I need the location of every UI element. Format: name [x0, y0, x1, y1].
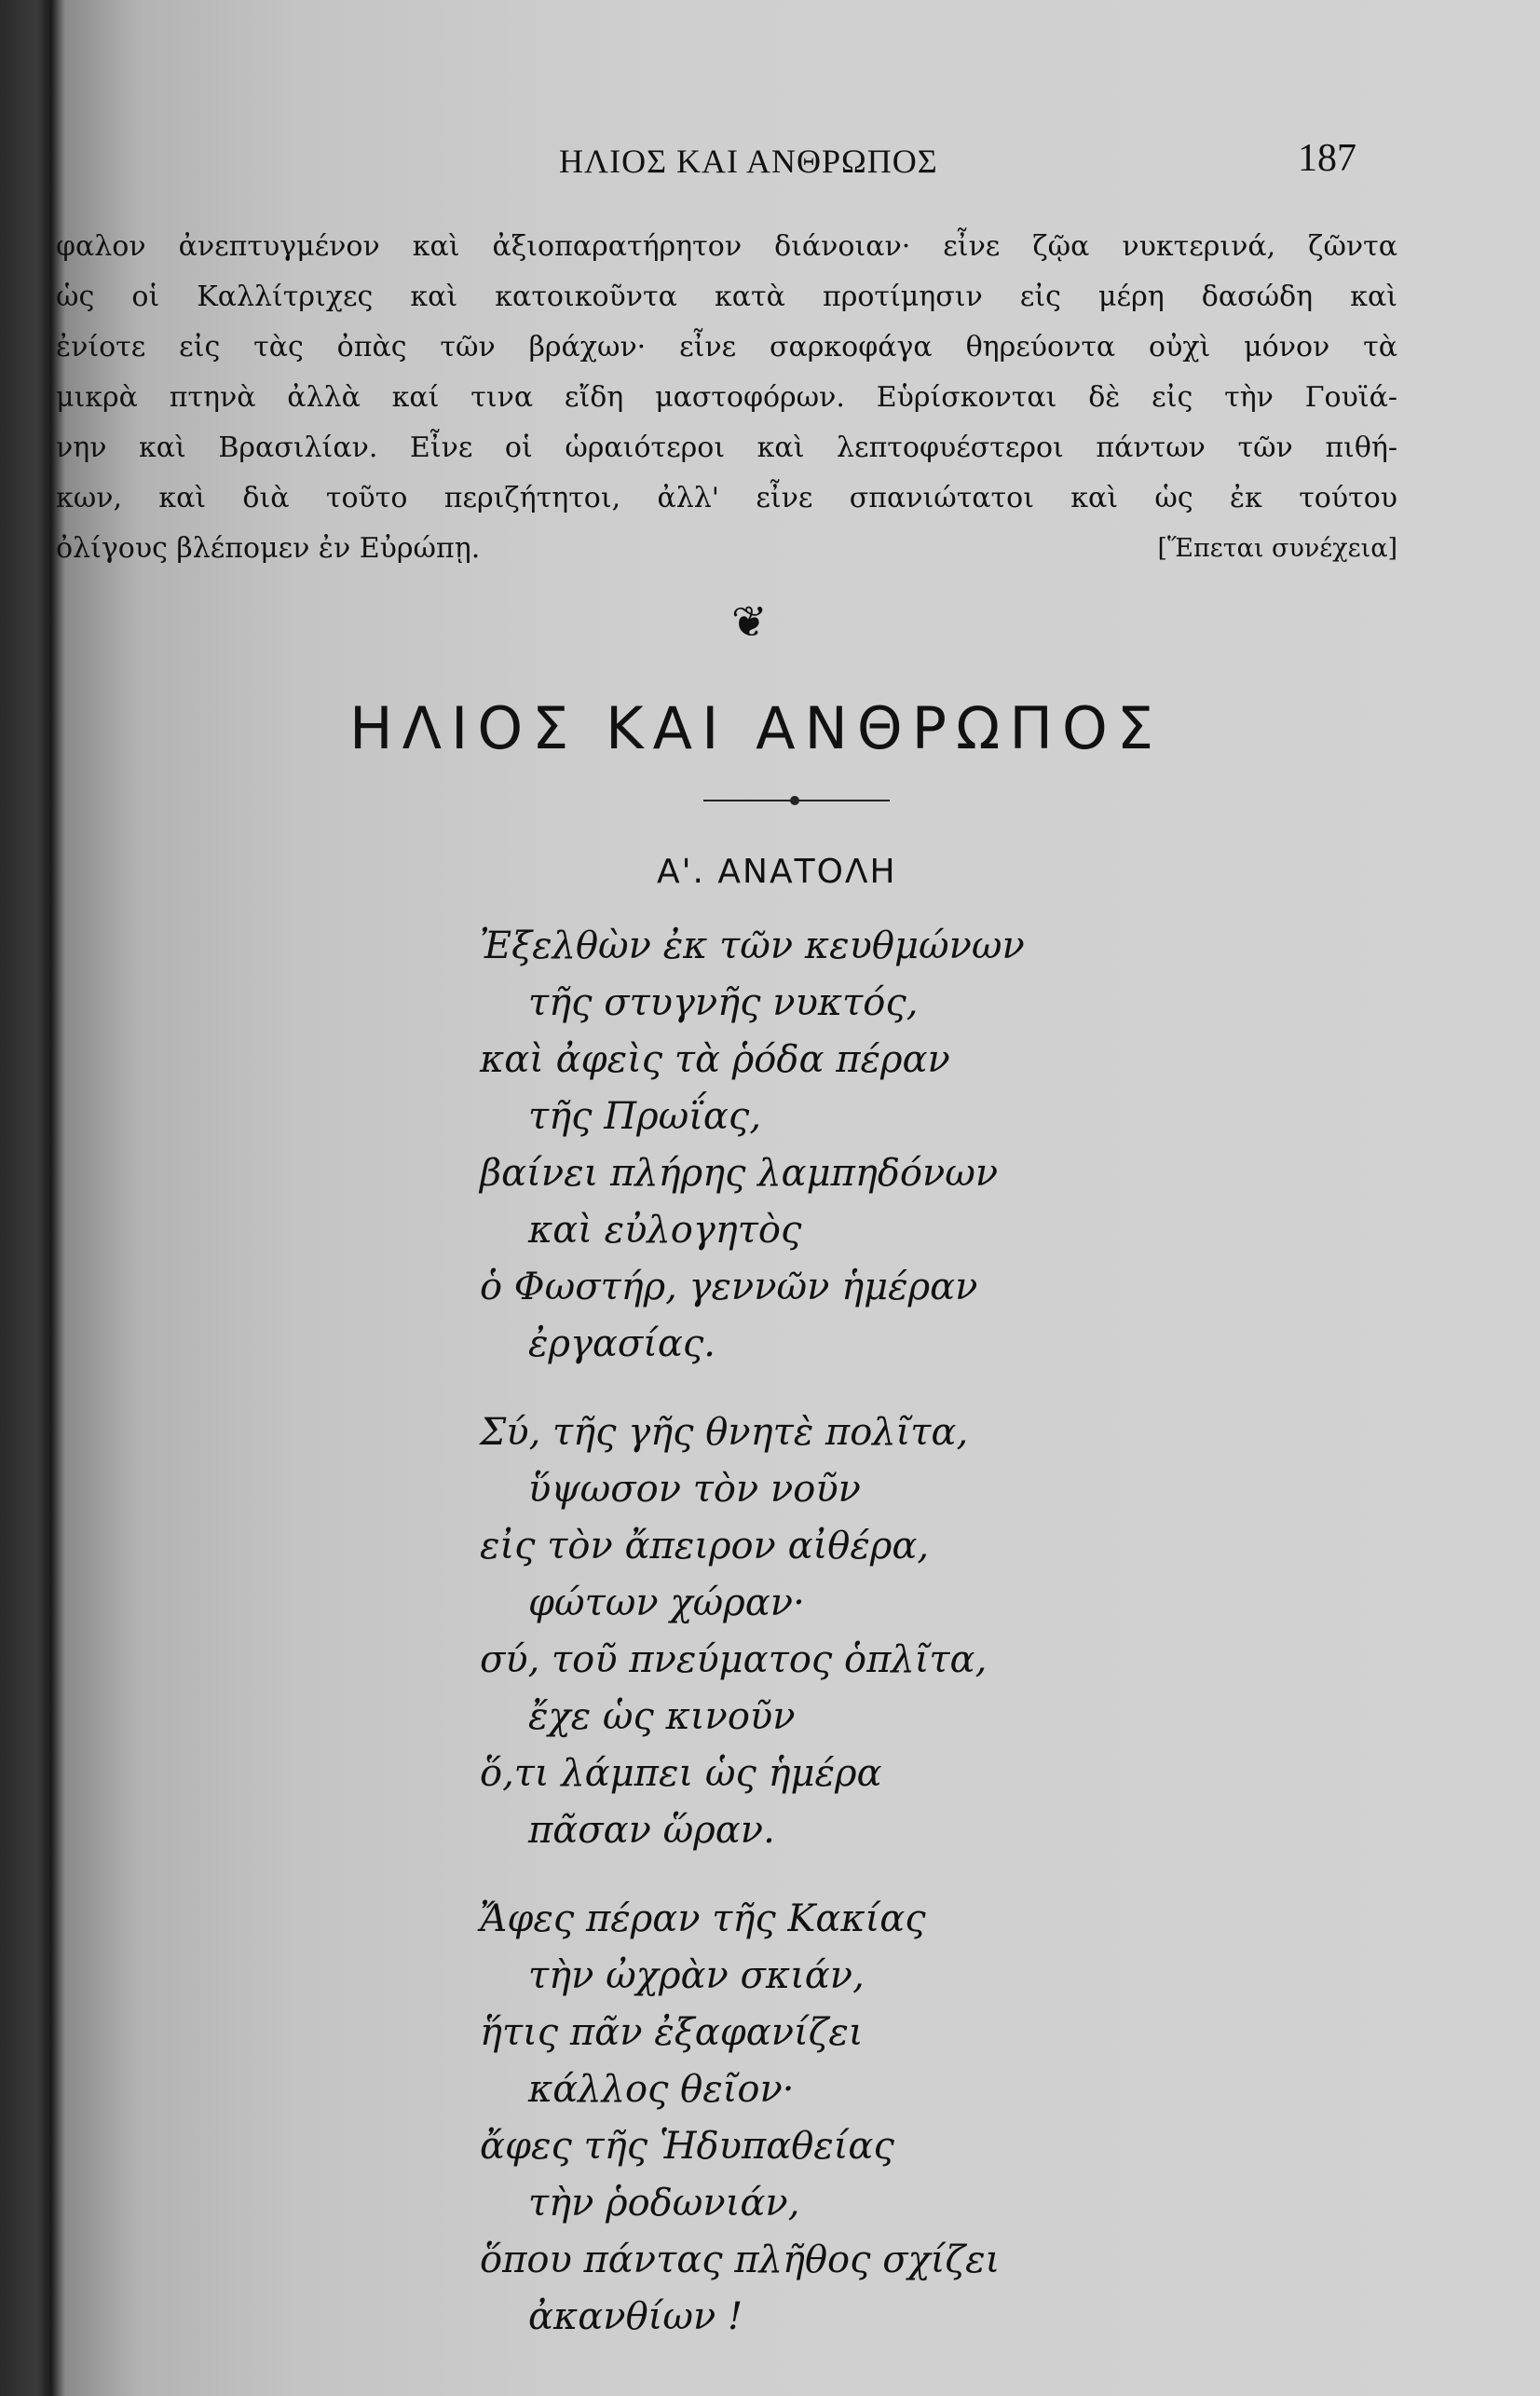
prose-line: ἐνίοτε εἰς τὰς ὀπὰς τῶν βράχων· εἶνε σαρκοφάγα θηρεύοντα οὐχὶ μόνον τὰ [56, 331, 1397, 363]
verse: βαίνει πλήρης λαμπηδόνων [480, 1152, 999, 1195]
prose-line: ὡς οἱ Καλλίτριχες καὶ κατοικοῦντα κατὰ προτίμησιν εἰς μέρη δασώδη καὶ [56, 281, 1397, 313]
verse: τὴν ὠχρὰν σκιάν, [528, 1954, 865, 1997]
stanza-1 [480, 918, 1318, 1373]
poem-body [480, 918, 1318, 2377]
verse: κάλλος θεῖον· [528, 2068, 795, 2111]
verse: Ἄφες πέραν τῆς Κακίας [480, 1897, 926, 1940]
verse: καὶ ἀφεὶς τὰ ῥόδα πέραν [480, 1038, 950, 1081]
verse: ἄφες τῆς Ἡδυπαθείας [480, 2125, 894, 2168]
prose-line: μικρὰ πτηνὰ ἀλλὰ καί τινα εἴδη μαστοφόρων. Εὑρίσκονται δὲ εἰς τὴν Γουϊά- [56, 381, 1397, 414]
poem-title: ΗΛΙΟΣ ΚΑΙ ΑΝΘΡΩΠΟΣ [349, 694, 1164, 762]
stanza-2 [480, 1404, 1318, 1859]
verse: τῆς Πρωΐας, [528, 1095, 762, 1138]
stanza-3 [480, 1891, 1318, 2346]
page-number: 187 [1298, 137, 1356, 180]
verse: τὴν ῥοδωνιάν, [528, 2182, 800, 2225]
verse: ἀκανθίων ! [528, 2295, 743, 2338]
verse: ἐργασίας. [528, 1322, 716, 1365]
verse: Ἐξελθὼν ἐκ τῶν κευθμώνων [480, 924, 1025, 967]
prose-paragraph [56, 222, 1397, 574]
continues-note: [Ἕπεται συνέχεια] [1157, 534, 1397, 563]
verse: πᾶσαν ὥραν. [528, 1809, 775, 1852]
prose-last-line [56, 524, 1397, 574]
verse: εἰς τὸν ἄπειρον αἰθέρα, [480, 1525, 930, 1568]
running-title: ΗΛΙΟΣ ΚΑΙ ΑΝΘΡΩΠΟΣ [559, 143, 938, 180]
verse: ἥτις πᾶν ἐξαφανίζει [480, 2011, 864, 2054]
verse: Σύ, τῆς γῆς θνητὲ πολῖτα, [480, 1411, 969, 1454]
verse: καὶ εὐλογητὸς [528, 1209, 802, 1252]
section-heading: Α'. ΑΝΑΤΟΛΗ [657, 853, 897, 891]
prose-line: νην καὶ Βρασιλίαν. Εἶνε οἱ ὡραιότεροι καὶ λεπτοφυέστεροι πάντων τῶν πιθή- [56, 431, 1397, 464]
prose-line: ὀλίγους βλέπομεν ἐν Εὐρώπῃ. [56, 532, 481, 565]
prose-line: φαλον ἀνεπτυγμένον καὶ ἀξιοπαρατήρητον διάνοιαν· εἶνε ζῷα νυκτερινά, ζῶντα [56, 230, 1397, 263]
divider-dot [790, 796, 799, 805]
verse: φώτων χώραν· [528, 1581, 805, 1624]
verse: ὅπου πάντας πλῆθος σχίζει [480, 2239, 1001, 2281]
book-page [56, 0, 1540, 2396]
leaf-ornament-icon: ❦ [731, 596, 768, 647]
verse: τῆς στυγνῆς νυκτός, [528, 981, 919, 1024]
verse: ὁ Φωστήρ, γεννῶν ἡμέραν [480, 1266, 978, 1308]
verse: σύ, τοῦ πνεύματος ὁπλῖτα, [480, 1638, 988, 1681]
verse: ὕψωσον τὸν νοῦν [528, 1468, 861, 1511]
prose-line: κων, καὶ διὰ τοῦτο περιζήτητοι, ἀλλ' εἶνε σπανιώτατοι καὶ ὡς ἐκ τούτου [56, 482, 1397, 514]
verse: ὅ,τι λάμπει ὡς ἡμέρα [480, 1752, 882, 1795]
verse: ἔχε ὡς κινοῦν [528, 1695, 796, 1738]
